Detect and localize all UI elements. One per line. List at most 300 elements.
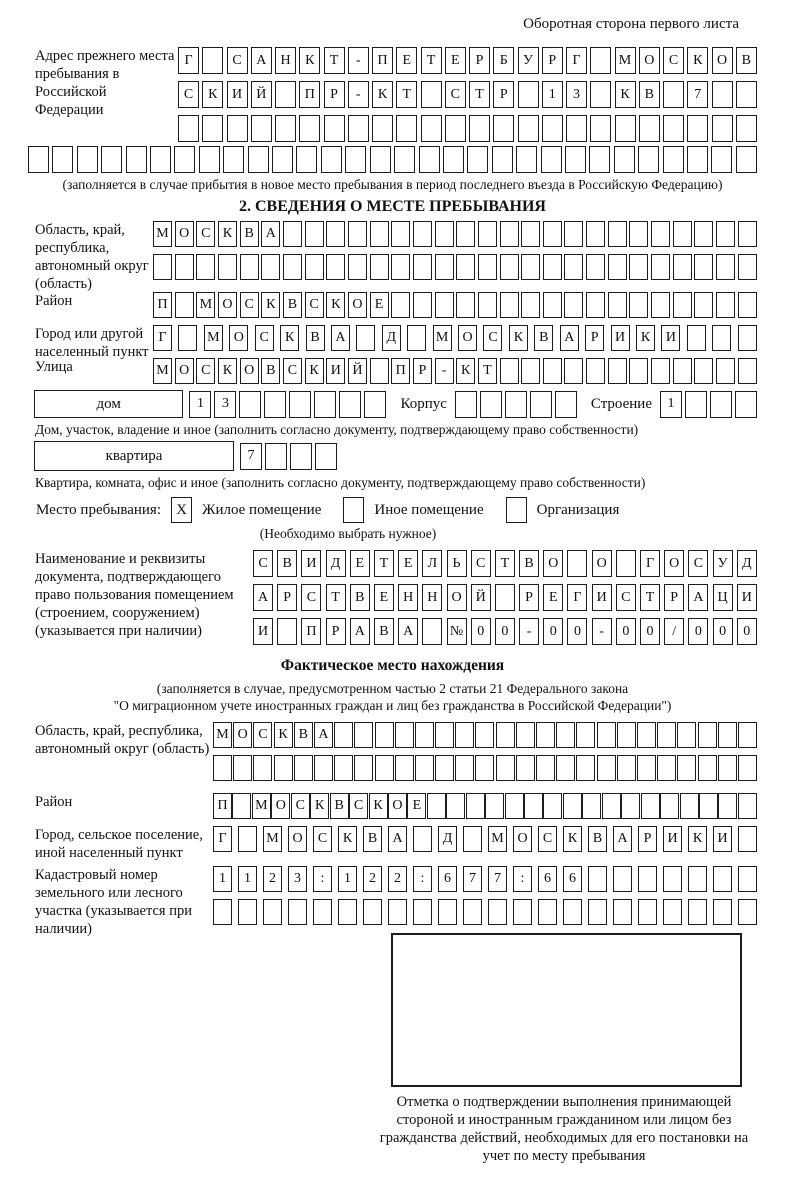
char-cell[interactable]: - <box>592 618 612 645</box>
char-cell[interactable]: К <box>218 358 237 384</box>
char-cell[interactable] <box>492 146 513 173</box>
char-cell[interactable] <box>651 292 670 318</box>
char-cell[interactable] <box>673 254 692 280</box>
char-cell[interactable] <box>536 722 555 748</box>
char-cell[interactable]: К <box>326 292 345 318</box>
char-cell[interactable]: - <box>348 47 369 74</box>
char-cell[interactable]: 0 <box>495 618 515 645</box>
char-cell[interactable] <box>716 358 735 384</box>
char-cell[interactable] <box>716 221 735 247</box>
other-premises-checkbox[interactable] <box>343 497 364 523</box>
char-cell[interactable] <box>513 899 532 925</box>
char-cell[interactable] <box>500 254 519 280</box>
char-cell[interactable]: 7 <box>488 866 507 892</box>
char-cell[interactable] <box>395 755 414 781</box>
char-cell[interactable] <box>543 358 562 384</box>
char-cell[interactable]: О <box>218 292 237 318</box>
char-cell[interactable] <box>463 826 482 852</box>
char-cell[interactable] <box>629 221 648 247</box>
char-cell[interactable] <box>396 115 417 142</box>
char-cell[interactable]: Р <box>638 826 657 852</box>
char-cell[interactable] <box>421 115 442 142</box>
char-cell[interactable] <box>422 618 442 645</box>
char-cell[interactable]: В <box>639 81 660 108</box>
residential-premises-checkbox[interactable]: X <box>171 497 192 523</box>
char-cell[interactable] <box>253 755 272 781</box>
char-cell[interactable] <box>28 146 49 173</box>
char-cell[interactable] <box>663 146 684 173</box>
char-cell[interactable] <box>314 755 333 781</box>
char-cell[interactable]: Г <box>213 826 232 852</box>
char-cell[interactable] <box>338 899 357 925</box>
char-cell[interactable]: М <box>263 826 282 852</box>
char-cell[interactable]: К <box>687 47 708 74</box>
char-cell[interactable] <box>536 755 555 781</box>
char-cell[interactable] <box>673 358 692 384</box>
char-cell[interactable]: К <box>299 47 320 74</box>
char-cell[interactable]: О <box>229 325 248 351</box>
char-cell[interactable] <box>272 146 293 173</box>
char-cell[interactable]: С <box>253 550 273 577</box>
char-cell[interactable]: М <box>213 722 232 748</box>
char-cell[interactable] <box>438 899 457 925</box>
char-cell[interactable] <box>608 292 627 318</box>
char-cell[interactable]: Р <box>469 47 490 74</box>
char-cell[interactable]: 0 <box>471 618 491 645</box>
char-cell[interactable]: В <box>736 47 757 74</box>
char-cell[interactable] <box>663 115 684 142</box>
char-cell[interactable] <box>275 81 296 108</box>
char-cell[interactable]: И <box>663 826 682 852</box>
char-cell[interactable]: К <box>261 292 280 318</box>
char-cell[interactable] <box>567 550 587 577</box>
char-cell[interactable]: Р <box>664 584 684 611</box>
char-cell[interactable] <box>493 115 514 142</box>
char-cell[interactable]: В <box>350 584 370 611</box>
char-cell[interactable]: Д <box>326 550 346 577</box>
char-cell[interactable] <box>518 115 539 142</box>
char-cell[interactable] <box>375 722 394 748</box>
char-cell[interactable]: Г <box>153 325 172 351</box>
char-cell[interactable] <box>521 292 540 318</box>
char-cell[interactable] <box>530 391 552 418</box>
char-cell[interactable] <box>413 826 432 852</box>
char-cell[interactable]: С <box>616 584 636 611</box>
char-cell[interactable] <box>542 115 563 142</box>
char-cell[interactable]: 3 <box>214 391 236 418</box>
char-cell[interactable]: К <box>509 325 528 351</box>
char-cell[interactable]: 0 <box>567 618 587 645</box>
char-cell[interactable]: Т <box>640 584 660 611</box>
char-cell[interactable] <box>617 755 636 781</box>
char-cell[interactable] <box>629 254 648 280</box>
char-cell[interactable]: Р <box>542 47 563 74</box>
char-cell[interactable]: С <box>538 826 557 852</box>
char-cell[interactable]: С <box>688 550 708 577</box>
char-cell[interactable] <box>521 221 540 247</box>
char-cell[interactable] <box>427 793 446 819</box>
char-cell[interactable] <box>629 292 648 318</box>
char-cell[interactable]: А <box>688 584 708 611</box>
char-cell[interactable]: 0 <box>543 618 563 645</box>
char-cell[interactable]: О <box>175 358 194 384</box>
char-cell[interactable] <box>202 115 223 142</box>
char-cell[interactable] <box>637 722 656 748</box>
char-cell[interactable] <box>613 866 632 892</box>
char-cell[interactable]: 6 <box>538 866 557 892</box>
char-cell[interactable]: А <box>331 325 350 351</box>
char-cell[interactable] <box>435 722 454 748</box>
char-cell[interactable] <box>564 358 583 384</box>
char-cell[interactable]: Т <box>478 358 497 384</box>
char-cell[interactable] <box>480 391 502 418</box>
char-cell[interactable]: 1 <box>660 391 682 418</box>
char-cell[interactable] <box>370 358 389 384</box>
char-cell[interactable] <box>712 115 733 142</box>
char-cell[interactable] <box>488 899 507 925</box>
char-cell[interactable] <box>52 146 73 173</box>
char-cell[interactable]: : <box>413 866 432 892</box>
char-cell[interactable]: С <box>196 358 215 384</box>
char-cell[interactable] <box>663 899 682 925</box>
char-cell[interactable] <box>391 254 410 280</box>
char-cell[interactable] <box>518 81 539 108</box>
char-cell[interactable]: 0 <box>640 618 660 645</box>
char-cell[interactable]: Е <box>370 292 389 318</box>
char-cell[interactable] <box>227 115 248 142</box>
char-cell[interactable]: М <box>433 325 452 351</box>
char-cell[interactable]: Д <box>438 826 457 852</box>
char-cell[interactable]: Л <box>422 550 442 577</box>
char-cell[interactable] <box>275 115 296 142</box>
char-cell[interactable]: И <box>661 325 680 351</box>
char-cell[interactable]: 1 <box>338 866 357 892</box>
char-cell[interactable]: 0 <box>713 618 733 645</box>
char-cell[interactable]: А <box>253 584 273 611</box>
char-cell[interactable] <box>294 755 313 781</box>
char-cell[interactable]: Р <box>277 584 297 611</box>
char-cell[interactable] <box>621 793 640 819</box>
char-cell[interactable] <box>718 793 737 819</box>
char-cell[interactable] <box>694 292 713 318</box>
char-cell[interactable]: С <box>313 826 332 852</box>
char-cell[interactable] <box>663 81 684 108</box>
char-cell[interactable] <box>582 793 601 819</box>
char-cell[interactable] <box>413 292 432 318</box>
char-cell[interactable]: Й <box>251 81 272 108</box>
char-cell[interactable]: К <box>456 358 475 384</box>
char-cell[interactable] <box>370 146 391 173</box>
char-cell[interactable]: П <box>301 618 321 645</box>
char-cell[interactable] <box>283 221 302 247</box>
char-cell[interactable] <box>713 866 732 892</box>
char-cell[interactable]: О <box>240 358 259 384</box>
char-cell[interactable] <box>348 254 367 280</box>
char-cell[interactable]: А <box>314 722 333 748</box>
char-cell[interactable]: С <box>255 325 274 351</box>
char-cell[interactable] <box>174 146 195 173</box>
char-cell[interactable] <box>363 899 382 925</box>
char-cell[interactable] <box>736 115 757 142</box>
char-cell[interactable] <box>413 899 432 925</box>
char-cell[interactable]: 7 <box>240 443 262 470</box>
char-cell[interactable] <box>326 254 345 280</box>
char-cell[interactable]: О <box>592 550 612 577</box>
char-cell[interactable] <box>564 292 583 318</box>
char-cell[interactable]: П <box>153 292 172 318</box>
char-cell[interactable]: К <box>615 81 636 108</box>
char-cell[interactable] <box>699 793 718 819</box>
char-cell[interactable] <box>289 391 311 418</box>
char-cell[interactable] <box>563 793 582 819</box>
char-cell[interactable] <box>265 443 287 470</box>
char-cell[interactable] <box>651 254 670 280</box>
char-cell[interactable]: 3 <box>288 866 307 892</box>
char-cell[interactable]: 0 <box>616 618 636 645</box>
char-cell[interactable]: У <box>518 47 539 74</box>
char-cell[interactable] <box>590 81 611 108</box>
char-cell[interactable]: - <box>348 81 369 108</box>
char-cell[interactable] <box>290 443 312 470</box>
char-cell[interactable] <box>616 550 636 577</box>
char-cell[interactable]: Р <box>519 584 539 611</box>
char-cell[interactable] <box>687 115 708 142</box>
char-cell[interactable] <box>415 722 434 748</box>
char-cell[interactable]: С <box>283 358 302 384</box>
char-cell[interactable]: Е <box>398 550 418 577</box>
char-cell[interactable] <box>694 358 713 384</box>
char-cell[interactable]: О <box>543 550 563 577</box>
char-cell[interactable] <box>305 254 324 280</box>
char-cell[interactable] <box>608 221 627 247</box>
char-cell[interactable]: К <box>280 325 299 351</box>
char-cell[interactable] <box>283 254 302 280</box>
char-cell[interactable] <box>590 47 611 74</box>
char-cell[interactable] <box>677 755 696 781</box>
char-cell[interactable]: В <box>261 358 280 384</box>
char-cell[interactable]: - <box>435 358 454 384</box>
char-cell[interactable] <box>608 358 627 384</box>
char-cell[interactable] <box>321 146 342 173</box>
char-cell[interactable]: Ь <box>447 550 467 577</box>
char-cell[interactable] <box>478 254 497 280</box>
char-cell[interactable]: В <box>240 221 259 247</box>
char-cell[interactable]: О <box>288 826 307 852</box>
char-cell[interactable]: 6 <box>563 866 582 892</box>
char-cell[interactable]: О <box>712 47 733 74</box>
char-cell[interactable]: / <box>664 618 684 645</box>
char-cell[interactable]: Т <box>396 81 417 108</box>
char-cell[interactable] <box>738 358 757 384</box>
char-cell[interactable] <box>196 254 215 280</box>
char-cell[interactable]: С <box>349 793 368 819</box>
char-cell[interactable] <box>712 81 733 108</box>
char-cell[interactable]: Е <box>396 47 417 74</box>
char-cell[interactable]: 2 <box>388 866 407 892</box>
char-cell[interactable] <box>716 254 735 280</box>
char-cell[interactable]: Т <box>421 47 442 74</box>
char-cell[interactable] <box>555 391 577 418</box>
char-cell[interactable]: К <box>218 221 237 247</box>
char-cell[interactable] <box>251 115 272 142</box>
char-cell[interactable] <box>617 722 636 748</box>
char-cell[interactable]: И <box>301 550 321 577</box>
char-cell[interactable]: Н <box>275 47 296 74</box>
char-cell[interactable]: О <box>513 826 532 852</box>
char-cell[interactable] <box>364 391 386 418</box>
char-cell[interactable] <box>370 221 389 247</box>
char-cell[interactable] <box>324 115 345 142</box>
char-cell[interactable] <box>597 755 616 781</box>
char-cell[interactable] <box>407 325 426 351</box>
char-cell[interactable] <box>521 358 540 384</box>
char-cell[interactable]: Б <box>493 47 514 74</box>
char-cell[interactable]: М <box>252 793 271 819</box>
char-cell[interactable] <box>202 47 223 74</box>
char-cell[interactable]: А <box>251 47 272 74</box>
char-cell[interactable] <box>637 755 656 781</box>
char-cell[interactable] <box>356 325 375 351</box>
char-cell[interactable]: Т <box>374 550 394 577</box>
char-cell[interactable] <box>629 358 648 384</box>
char-cell[interactable] <box>615 115 636 142</box>
char-cell[interactable]: О <box>639 47 660 74</box>
char-cell[interactable] <box>496 755 515 781</box>
char-cell[interactable] <box>274 755 293 781</box>
char-cell[interactable]: Р <box>324 81 345 108</box>
char-cell[interactable] <box>576 722 595 748</box>
char-cell[interactable] <box>698 755 717 781</box>
char-cell[interactable] <box>178 325 197 351</box>
char-cell[interactable]: О <box>271 793 290 819</box>
char-cell[interactable]: Е <box>543 584 563 611</box>
char-cell[interactable] <box>456 254 475 280</box>
char-cell[interactable]: 1 <box>189 391 211 418</box>
char-cell[interactable]: Р <box>585 325 604 351</box>
char-cell[interactable] <box>175 254 194 280</box>
char-cell[interactable] <box>495 584 515 611</box>
char-cell[interactable] <box>419 146 440 173</box>
char-cell[interactable] <box>651 221 670 247</box>
char-cell[interactable]: Е <box>350 550 370 577</box>
char-cell[interactable] <box>248 146 269 173</box>
char-cell[interactable] <box>614 146 635 173</box>
char-cell[interactable] <box>466 793 485 819</box>
char-cell[interactable] <box>233 755 252 781</box>
char-cell[interactable]: Г <box>640 550 660 577</box>
char-cell[interactable] <box>199 146 220 173</box>
char-cell[interactable]: Т <box>324 47 345 74</box>
char-cell[interactable] <box>435 292 454 318</box>
char-cell[interactable] <box>296 146 317 173</box>
char-cell[interactable] <box>588 899 607 925</box>
char-cell[interactable]: У <box>713 550 733 577</box>
char-cell[interactable]: М <box>196 292 215 318</box>
char-cell[interactable]: С <box>196 221 215 247</box>
char-cell[interactable] <box>315 443 337 470</box>
char-cell[interactable] <box>638 146 659 173</box>
char-cell[interactable]: В <box>283 292 302 318</box>
char-cell[interactable] <box>521 254 540 280</box>
char-cell[interactable] <box>694 254 713 280</box>
char-cell[interactable] <box>651 358 670 384</box>
char-cell[interactable] <box>673 221 692 247</box>
char-cell[interactable]: С <box>445 81 466 108</box>
char-cell[interactable]: А <box>398 618 418 645</box>
char-cell[interactable]: Т <box>326 584 346 611</box>
char-cell[interactable] <box>456 221 475 247</box>
char-cell[interactable] <box>738 254 757 280</box>
char-cell[interactable]: М <box>204 325 223 351</box>
char-cell[interactable] <box>261 254 280 280</box>
char-cell[interactable]: М <box>615 47 636 74</box>
char-cell[interactable]: 0 <box>688 618 708 645</box>
char-cell[interactable] <box>435 254 454 280</box>
char-cell[interactable]: А <box>350 618 370 645</box>
char-cell[interactable] <box>738 722 757 748</box>
char-cell[interactable] <box>238 826 257 852</box>
char-cell[interactable] <box>713 899 732 925</box>
char-cell[interactable] <box>413 221 432 247</box>
char-cell[interactable]: К <box>636 325 655 351</box>
char-cell[interactable]: Р <box>413 358 432 384</box>
char-cell[interactable] <box>126 146 147 173</box>
char-cell[interactable] <box>738 899 757 925</box>
char-cell[interactable] <box>326 221 345 247</box>
char-cell[interactable] <box>516 722 535 748</box>
char-cell[interactable]: В <box>519 550 539 577</box>
char-cell[interactable] <box>563 899 582 925</box>
char-cell[interactable] <box>264 391 286 418</box>
char-cell[interactable]: В <box>588 826 607 852</box>
char-cell[interactable]: В <box>330 793 349 819</box>
char-cell[interactable] <box>213 755 232 781</box>
char-cell[interactable] <box>334 722 353 748</box>
char-cell[interactable] <box>263 899 282 925</box>
char-cell[interactable] <box>685 391 707 418</box>
char-cell[interactable]: И <box>592 584 612 611</box>
char-cell[interactable] <box>500 292 519 318</box>
char-cell[interactable]: В <box>374 618 394 645</box>
char-cell[interactable]: Н <box>398 584 418 611</box>
char-cell[interactable] <box>738 292 757 318</box>
char-cell[interactable] <box>372 115 393 142</box>
char-cell[interactable] <box>314 391 336 418</box>
char-cell[interactable]: И <box>227 81 248 108</box>
char-cell[interactable]: П <box>391 358 410 384</box>
char-cell[interactable] <box>238 899 257 925</box>
char-cell[interactable] <box>639 115 660 142</box>
char-cell[interactable] <box>602 793 621 819</box>
char-cell[interactable] <box>475 755 494 781</box>
char-cell[interactable]: Ц <box>713 584 733 611</box>
char-cell[interactable]: - <box>519 618 539 645</box>
char-cell[interactable]: Т <box>469 81 490 108</box>
char-cell[interactable]: С <box>178 81 199 108</box>
char-cell[interactable]: Г <box>567 584 587 611</box>
char-cell[interactable] <box>345 146 366 173</box>
char-cell[interactable]: А <box>560 325 579 351</box>
char-cell[interactable] <box>178 115 199 142</box>
char-cell[interactable]: 6 <box>438 866 457 892</box>
char-cell[interactable] <box>313 899 332 925</box>
char-cell[interactable] <box>565 146 586 173</box>
char-cell[interactable]: П <box>213 793 232 819</box>
char-cell[interactable]: 0 <box>737 618 757 645</box>
char-cell[interactable] <box>543 292 562 318</box>
char-cell[interactable] <box>590 115 611 142</box>
char-cell[interactable]: С <box>291 793 310 819</box>
